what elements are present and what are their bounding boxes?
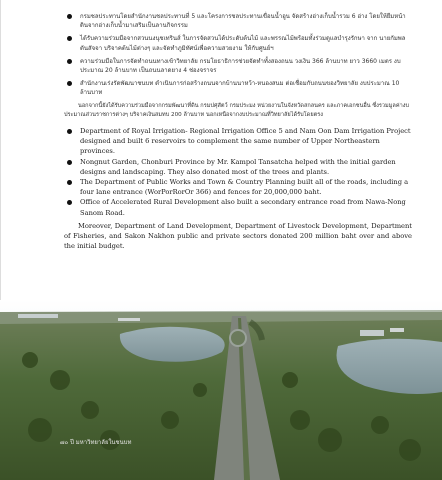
- list-item: [64, 12, 412, 30]
- thai-paragraph: นอกจากนี้ยังได้รับความร่วมมือจากกรมพัฒนาที่ดิน กรมปศุสัตว์ กรมประมง หน่วยงานในจังหวัดสกลนคร และภาคเอกชนอื่น ซึ่งรวมมูลค่างบประมาณส่วนราชการต่างๆ บริจาคเงินสมทบ 200 ล้านบาท นอกเหนือจากงบประมาณที่วิทยาลัยได้รับโดยตรง: [64, 102, 410, 118]
- english-bullet-text: Office of Accelerated Rural Development also built a secondary entrance road from Nawa-Nong Sanom Road.: [80, 198, 406, 217]
- list-item: [64, 34, 412, 52]
- page-caption: ๗๐ ปี มหาวิทยาลัยในชนบท: [60, 439, 132, 446]
- thai-bullet-text: ความร่วมมือในการจัดทำถนนทางเข้าวิทยาลัย กรมโยธาธิการช่วยจัดทำทั้งสองถนน วงเงิน 366 ล้านบาท ยาว 3660 เมตร งบประมาณ 20 ล้านบาท เป็นถนนลาดยาง 4 ช่องจราจร: [80, 57, 401, 75]
- list-item: [64, 57, 412, 75]
- list-item: [64, 197, 412, 217]
- english-bullet-text: The Department of Public Works and Town & Country Planning built all of the roads, including a four lane entrance (WorPorRorOr 366) and fences for 20,000,000 baht.: [80, 178, 409, 197]
- thai-bullet-text: สำนักงานเร่งรัดพัฒนาชนบท ดำเนินการก่อสร้างถนนจากบ้านนาหว้า-หนองสนม ต่อเชื่อมกับถนนของวิทยาลัย งบประมาณ 10 ล้านบาท: [80, 80, 400, 97]
- english-bullet-text: Nongnut Garden, Chonburi Province by Mr. Kampol Tansatcha helped with the initial garden designs and landscaping. They also donated most of the trees and plants.: [80, 157, 396, 176]
- bullet-dot-icon: [67, 160, 72, 165]
- aerial-photo-illustration: [0, 300, 442, 480]
- list-item: [64, 79, 412, 97]
- bullet-dot-icon: [67, 180, 72, 185]
- roundabout: [230, 330, 246, 346]
- article-text: [64, 12, 412, 251]
- list-item: [64, 157, 412, 177]
- english-bullet-list: [64, 126, 412, 218]
- list-item: [64, 177, 412, 197]
- english-bullet-text: Department of Royal Irrigation- Regional Irrigation Office 5 and Nam Oon Dam Irrigation Project designed and built 6 reservoirs to complement the same number of Upper Northeastern provinces.: [80, 127, 411, 156]
- aerial-campus-photo: [0, 300, 442, 480]
- english-paragraph: Moreover, Department of Land Development, Department of Livestock Development, Department of Fisheries, and Sakon Nakhon public and private sectors donated 200 million baht over and above the initial budget.: [64, 221, 412, 251]
- building: [118, 318, 140, 321]
- bullet-dot-icon: [67, 59, 72, 64]
- bullet-dot-icon: [67, 14, 72, 19]
- thai-bullet-text: กรมชลประทานโดยสำนักงานชลประทานที่ 5 และโครงการชลประทานเขื่อนน้ำอูน จัดสร้างอ่างเก็บน้ำรวม 6 อ่าง โดยให้ยืมหน้าดินจากอ่างเก็บน้ำมาเสริมเป็นลานกิจกรรม: [80, 13, 406, 30]
- building: [18, 314, 58, 318]
- bullet-dot-icon: [67, 129, 72, 134]
- bullet-dot-icon: [67, 36, 72, 41]
- bullet-dot-icon: [67, 81, 72, 86]
- thai-bullet-list: [64, 12, 412, 98]
- thai-bullet-text: ได้รับความร่วมมือจากสวนนงนุชเทรินส์ ในการจัดสวนได้ประดับต้นไม้ และพรรณไม้พร้อมทั้งร่วมดูแลบำรุงรักษา จาก นายกัมพล ตันสัจจา บริจาคต้นไม้ต่างๆ และจัดทำภูมิทัศน์เพื่อความสวยงาม ให้กับศูนย์ฯ: [80, 35, 406, 52]
- list-item: [64, 126, 412, 157]
- building: [360, 330, 384, 336]
- bullet-dot-icon: [67, 200, 72, 205]
- building: [390, 328, 404, 332]
